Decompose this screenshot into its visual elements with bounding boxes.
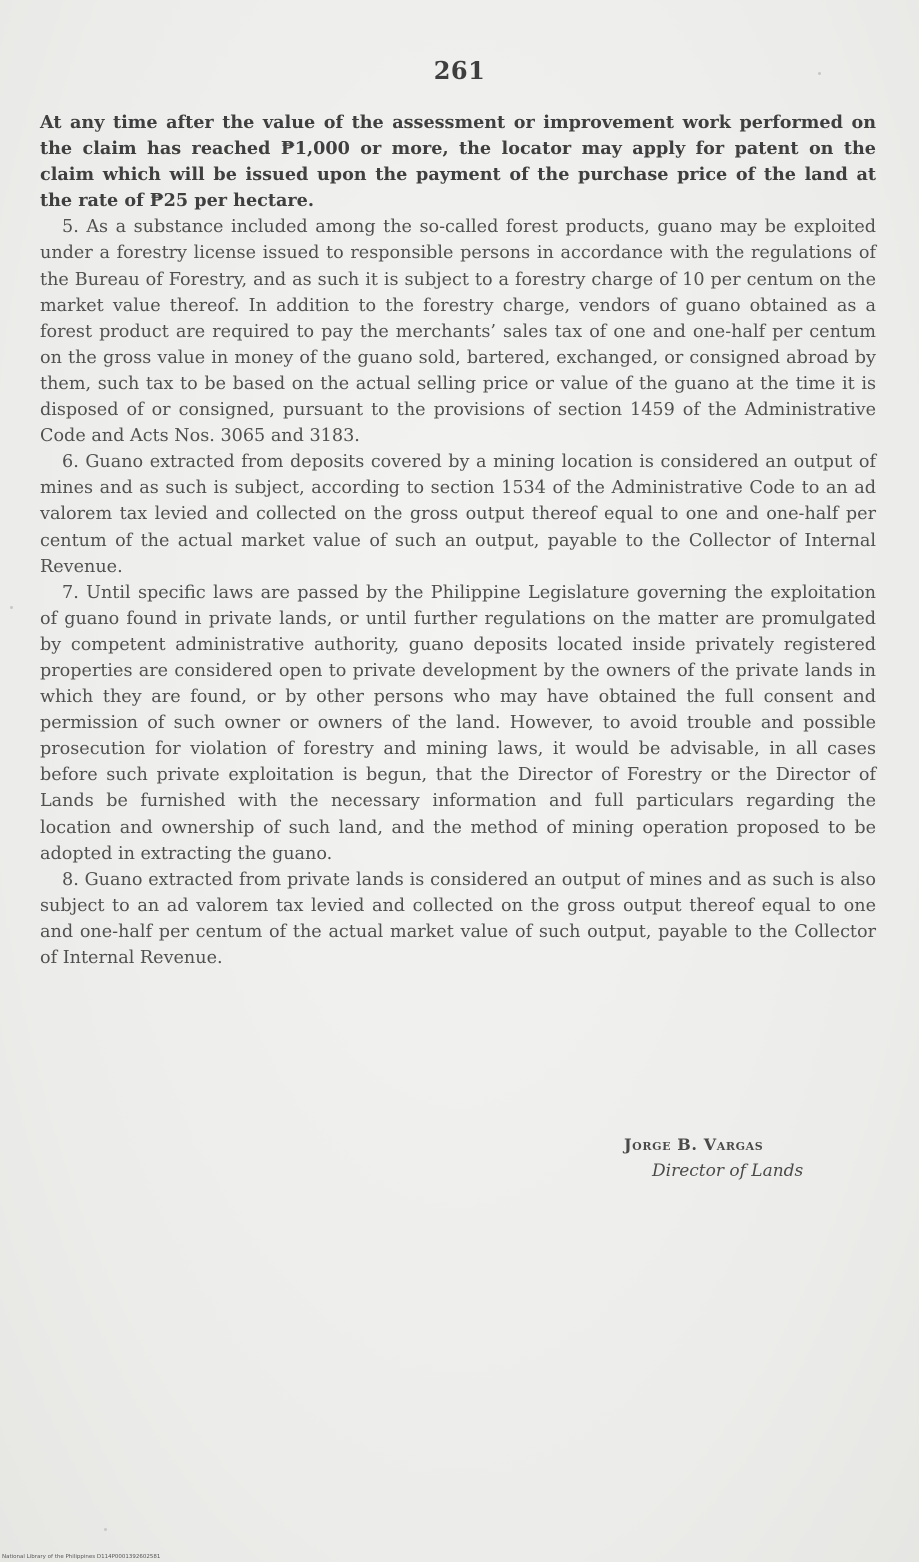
paragraph-6: 6. Guano extracted from deposits covered by a mining location is considered an output of mines and as such is subject, according to section 1534 of the Administrative Code to an ad valorem tax levied and collected on the gross output thereof equal to one and one-half per centum of the actual market value of such an output, payable to the Collector of Internal Revenue. (40, 452, 876, 577)
archive-footer: National Library of the Philippines D114P0001392602581 (2, 1554, 161, 1560)
paragraph-5: 5. As a substance included among the so-called forest products, guano may be exploited under a forestry license issued to responsible persons in accordance with the regulations of the Bureau of Forestry, and as such it is subject to a forestry charge of 10 per centum on the market value thereof. In addition to the forestry charge, vendors of guano obtained as a forest product are required to pay the merchants’ sales tax of one and one-half per centum on the gross value in money of the guano sold, bartered, exchanged, or consigned abroad by them, such tax to be based on the actual selling price or value of the guano at the time it is disposed of or consigned, pursuant to the provisions of section 1459 of the Administrative Code and Acts Nos. 3065 and 3183. (40, 217, 876, 447)
signatory-title: Director of Lands (652, 1161, 804, 1181)
paragraph-8: 8. Guano extracted from private lands is considered an output of mines and as such is also subject to an ad valorem tax levied and collected on the gross output thereof equal to one and one-half per centum of the actual market value of such output, payable to the Collector of Internal Revenue. (40, 869, 876, 968)
body-text (40, 110, 876, 971)
paragraph-7: 7. Until specific laws are passed by the Philippine Legislature governing the exploitation of guano found in private lands, or until further regulations on the matter are promulgated by competent administrative authority, guano deposits located inside privately registered properties are considered open to private development by the owners of the private lands in which they are found, or by other persons who may have obtained the full consent and permission of such owner or owners of the land. However, to avoid trouble and possible prosecution for violation of forestry and mining laws, it would be advisable, in all cases before such private exploitation is begun, that the Director of Forestry or the Director of Lands be furnished with the necessary information and full particulars regarding the location and ownership of such land, and the method of mining operation proposed to be adopted in extracting the guano. (40, 582, 876, 864)
paragraph-continuation: At any time after the value of the assessment or improvement work performed on the claim has reached ₱1,000 or more, the locator may apply for patent on the claim which will be issued upon the payment of the purchase price of the land at the rate of ₱25 per hectare. (40, 112, 876, 212)
scan-speck (10, 606, 13, 609)
page-number: 261 (433, 56, 486, 85)
signature-block (624, 1131, 884, 1185)
scan-speck (104, 1528, 107, 1531)
signatory-name: Jorge B. Vargas (624, 1135, 764, 1154)
